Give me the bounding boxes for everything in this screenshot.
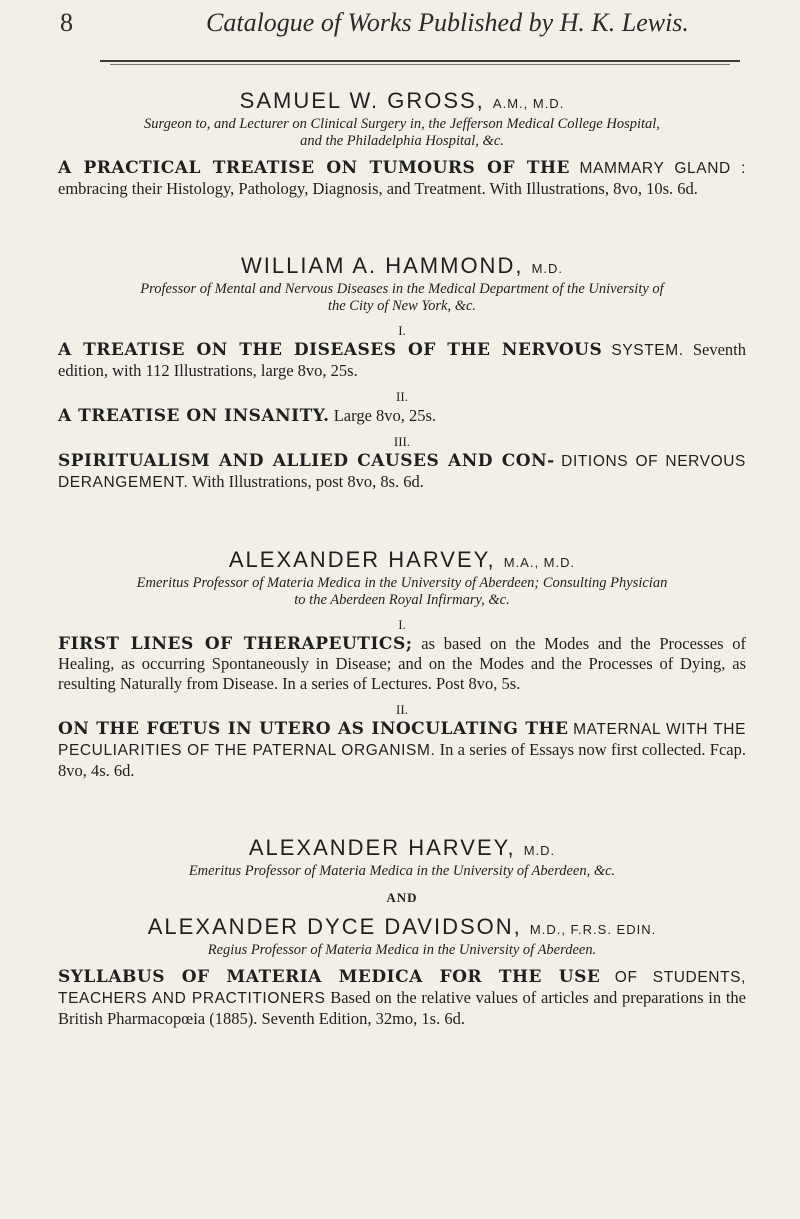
catalogue-entries [58, 88, 746, 1083]
author-affiliation [58, 116, 746, 150]
work-listing [58, 451, 746, 493]
work-numeral: I. [398, 323, 406, 338]
work-description: Based on the relative values of articles and preparations in the British Pharmacopœia (1885). Seventh Edition, 32mo, 1s. 6d. [58, 988, 747, 1028]
author-heading [58, 835, 746, 861]
author-heading [58, 88, 746, 114]
work-title: FIRST LINES OF THERAPEUTICS; [58, 634, 413, 654]
work-listing [58, 406, 746, 426]
work-description: Large 8vo, 25s. [329, 406, 437, 425]
affiliation-line-2: to the Aberdeen Royal Infirmary, &c. [294, 592, 510, 608]
author-degrees: M.D. [531, 261, 564, 276]
work-numeral: I. [398, 617, 406, 632]
affiliation-line-2: the City of New York, &c. [327, 298, 477, 314]
author-heading [58, 253, 746, 279]
author-name: SAMUEL W. GROSS, [239, 88, 485, 113]
work-subtitle: MATERNAL WITH THE PECULIARITIES OF THE PATERNAL ORGANISM. [58, 721, 747, 759]
work-listing [58, 719, 746, 781]
author-name: WILLIAM A. HAMMOND, [240, 253, 524, 278]
work-subtitle: MAMMARY GLAND : [579, 160, 746, 177]
co-author-name: ALEXANDER DYCE DAVIDSON, [147, 914, 522, 939]
author-heading [58, 547, 746, 573]
work-listing [58, 967, 746, 1029]
entry-hammond [58, 253, 746, 493]
work-description: embracing their Histology, Pathology, Diagnosis, and Treatment. With Illustrations, 8vo, 10s. 6d. [58, 179, 698, 198]
work-listing [58, 634, 746, 694]
affiliation-line-1: Surgeon to, and Lecturer on Clinical Surgery in, the Jefferson Medical College Hospital, [144, 116, 660, 132]
work-title: SYLLABUS OF MATERIA MEDICA FOR THE USE [58, 967, 601, 987]
affiliation-line-1: Professor of Mental and Nervous Diseases in the Medical Department of the University of [140, 281, 664, 297]
work-title: A TREATISE ON THE DISEASES OF THE NERVOUS [58, 340, 603, 360]
entry-harvey [58, 547, 746, 781]
affiliation-line-1: Emeritus Professor of Materia Medica in the University of Aberdeen; Consulting Physician [136, 575, 668, 591]
work-title: ON THE FŒTUS IN UTERO AS INOCULATING THE [58, 719, 569, 739]
author-degrees: M.D. [523, 843, 556, 858]
header-rule [100, 60, 740, 62]
author-degrees: A.M., M.D. [492, 96, 565, 111]
work-description: as based on the Modes and the Processes of Healing, as occurring Spontaneously in Disease; and on the Modes and the Processes of Dying, as resulting Naturally from Disease. In a series of Lectures. Post 8vo, 5s. [58, 634, 746, 693]
and-separator: AND [386, 890, 418, 905]
work-subtitle: SYSTEM. [611, 342, 684, 359]
author-name: ALEXANDER HARVEY, [228, 547, 496, 572]
work-listing [58, 340, 746, 381]
author-affiliation [58, 281, 746, 315]
header-rule-thin [110, 64, 730, 65]
work-subtitle: DITIONS OF NERVOUS DERANGEMENT. [58, 453, 746, 491]
page-number: 8 [60, 8, 73, 37]
co-author-affiliation: Regius Professor of Materia Medica in the University of Aberdeen. [207, 942, 597, 958]
entry-harvey-davidson [58, 835, 746, 1029]
work-description: Seventh edition, with 112 Illustrations, large 8vo, 25s. [58, 340, 746, 380]
work-subtitle: OF STUDENTS, TEACHERS AND PRACTITIONERS [58, 969, 746, 1007]
affiliation-line-2: and the Philadelphia Hospital, &c. [300, 133, 504, 149]
work-numeral: II. [396, 702, 408, 717]
work-title: SPIRITUALISM AND ALLIED CAUSES AND CON- [58, 451, 555, 471]
author-degrees: M.A., M.D. [503, 555, 576, 570]
work-title: A PRACTICAL TREATISE ON TUMOURS OF THE [58, 158, 570, 178]
running-title: Catalogue of Works Published by H. K. Lewis. [206, 8, 689, 37]
author-affiliation [58, 575, 746, 609]
author-affiliation: Emeritus Professor of Materia Medica in the University of Aberdeen, &c. [188, 863, 616, 879]
co-author-degrees: M.D., F.R.S. EDIN. [529, 922, 657, 937]
work-description: In a series of Essays now first collected. Fcap. 8vo, 4s. 6d. [58, 740, 746, 780]
work-listing [58, 158, 746, 199]
work-numeral: III. [393, 434, 411, 449]
co-author-heading [58, 914, 746, 940]
author-name: ALEXANDER HARVEY, [248, 835, 516, 860]
work-description: With Illustrations, post 8vo, 8s. 6d. [188, 472, 424, 491]
work-title: A TREATISE ON INSANITY. [58, 406, 330, 426]
entry-gross [58, 88, 746, 199]
work-numeral: II. [396, 389, 408, 404]
